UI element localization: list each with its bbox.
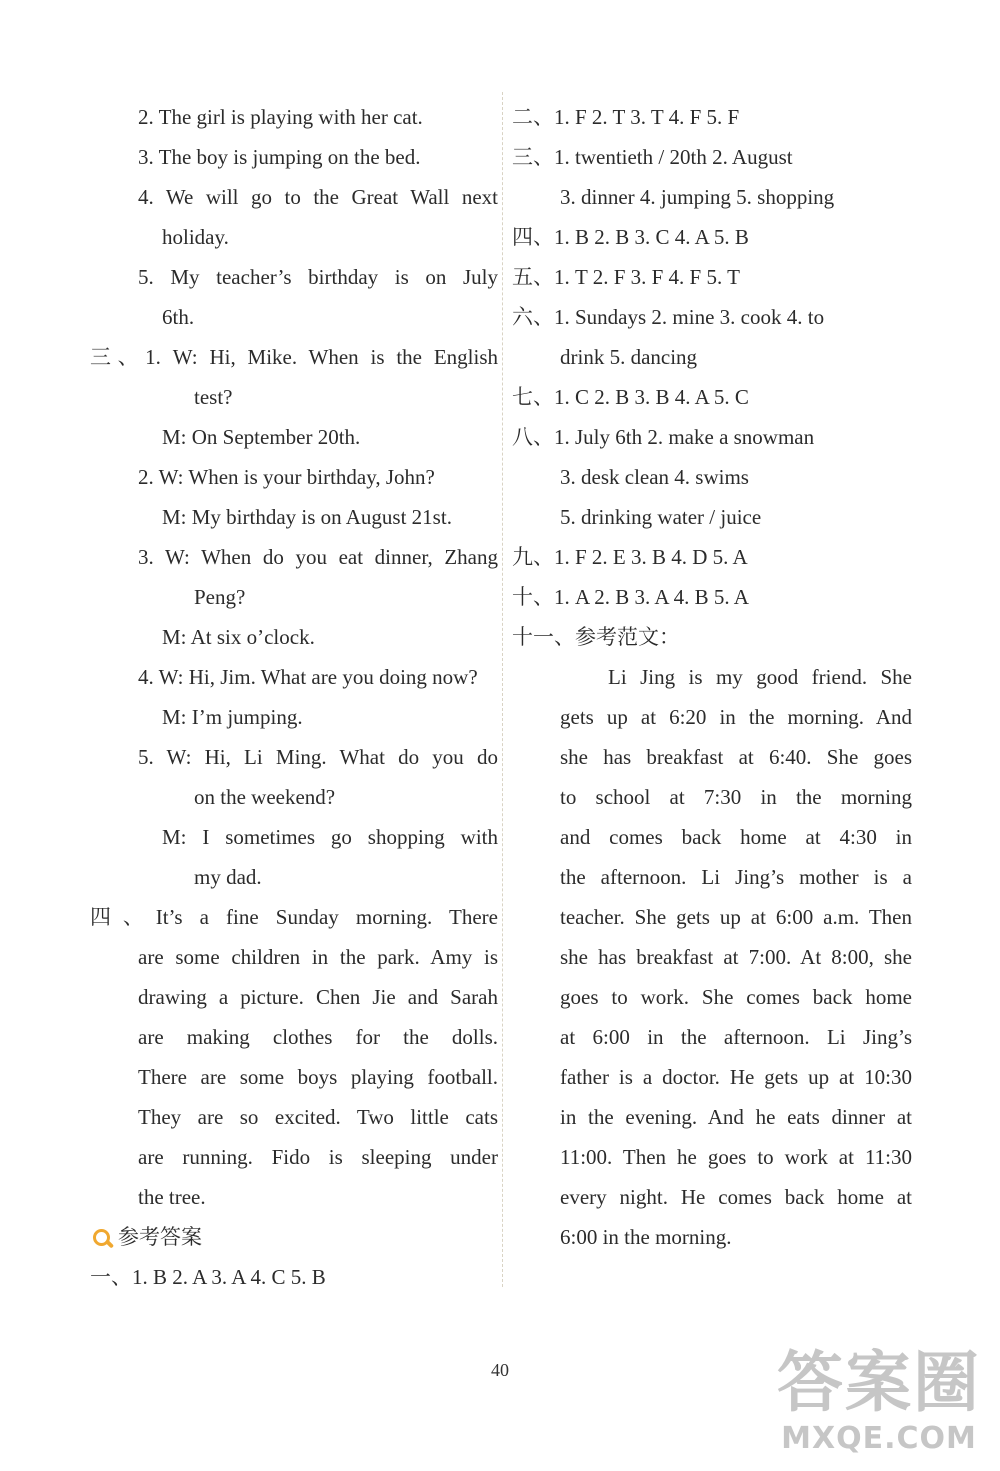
text-line: at 6:00 in the afternoon. Li Jing’s <box>560 1025 912 1049</box>
text-line: 11:00. Then he goes to work at 11:30 <box>560 1145 912 1169</box>
text-line: 4. W: Hi, Jim. What are you doing now? <box>138 665 478 689</box>
text-line: 5. My teacher’s birthday is on July <box>138 265 498 289</box>
watermark-bottom: MXQE.COM <box>781 1421 977 1456</box>
text-line: 2. The girl is playing with her cat. <box>138 105 423 129</box>
text-line: she has breakfast at 7:00. At 8:00, she <box>560 945 912 969</box>
text-line: They are so excited. Two little cats <box>138 1105 498 1129</box>
text-line: 3. W: When do you eat dinner, Zhang <box>138 545 498 569</box>
text-line: 四、It’s a fine Sunday morning. There <box>90 905 498 929</box>
text-line: father is a doctor. He gets up at 10:30 <box>560 1065 912 1089</box>
text-line: 七、1. C 2. B 3. B 4. A 5. C <box>512 385 749 409</box>
text-line: There are some boys playing football. <box>138 1065 498 1089</box>
watermark-top: 答案圈 <box>777 1347 981 1420</box>
text-line: the afternoon. Li Jing’s mother is a <box>560 865 912 889</box>
text-line: 5. W: Hi, Li Ming. What do you do <box>138 745 498 769</box>
watermark-logo <box>774 1347 984 1465</box>
text-line: holiday. <box>162 225 229 249</box>
text-line: my dad. <box>194 865 262 889</box>
text-line: drawing a picture. Chen Jie and Sarah <box>138 985 498 1009</box>
text-line: 十一、参考范文： <box>512 625 680 649</box>
text-line: test? <box>194 385 233 409</box>
column-divider <box>502 92 503 1287</box>
text-line: are some children in the park. Amy is <box>138 945 498 969</box>
text-line: she has breakfast at 6:40. She goes <box>560 745 912 769</box>
text-line: drink 5. dancing <box>560 345 698 369</box>
search-icon <box>90 1225 114 1249</box>
right-column <box>512 97 912 1257</box>
text-line: are making clothes for the dolls. <box>138 1025 498 1049</box>
text-line: 4. We will go to the Great Wall next <box>138 185 498 209</box>
text-line: 5. drinking water / juice <box>560 505 762 529</box>
text-line: Li Jing is my good friend. She <box>608 665 912 689</box>
page-number: 40 <box>491 1360 509 1380</box>
text-line: 八、1. July 6th 2. make a snowman <box>512 425 815 449</box>
answer-key-block <box>90 1217 498 1297</box>
text-line: 六、1. Sundays 2. mine 3. cook 4. to <box>512 305 825 329</box>
answer-heading-text: 参考答案 <box>118 1225 202 1249</box>
text-line: goes to work. She comes back home <box>560 985 912 1009</box>
text-line: M: I’m jumping. <box>162 705 303 729</box>
text-line: 四、1. B 2. B 3. C 4. A 5. B <box>512 225 749 249</box>
text-line: Peng? <box>194 585 246 609</box>
left-column <box>90 97 498 1217</box>
text-line: every night. He comes back home at <box>560 1185 912 1209</box>
text-line: to school at 7:30 in the morning <box>560 785 912 809</box>
answer-heading <box>90 1217 498 1257</box>
text-line: teacher. She gets up at 6:00 a.m. Then <box>560 905 912 929</box>
text-line: are running. Fido is sleeping under <box>138 1145 498 1169</box>
text-line: and comes back home at 4:30 in <box>560 825 912 849</box>
text-line: in the evening. And he eats dinner at <box>560 1105 912 1129</box>
text-line: 五、1. T 2. F 3. F 4. F 5. T <box>512 265 740 289</box>
text-line: gets up at 6:20 in the morning. And <box>560 705 912 729</box>
text-line: 2. W: When is your birthday, John? <box>138 465 435 489</box>
text-line: 6:00 in the morning. <box>560 1225 732 1249</box>
text-line: 3. desk clean 4. swims <box>560 465 749 489</box>
text-line: 3. The boy is jumping on the bed. <box>138 145 421 169</box>
text-line: 6th. <box>162 305 195 329</box>
text-line: the tree. <box>138 1185 206 1209</box>
text-line: 十、1. A 2. B 3. A 4. B 5. A <box>512 585 749 609</box>
text-line: 二、1. F 2. T 3. T 4. F 5. F <box>512 105 740 129</box>
text-line: on the weekend? <box>194 785 336 809</box>
text-line: 三、1. twentieth / 20th 2. August <box>512 145 793 169</box>
text-line: 3. dinner 4. jumping 5. shopping <box>560 185 835 209</box>
text-line: M: My birthday is on August 21st. <box>162 505 452 529</box>
text-line: M: On September 20th. <box>162 425 361 449</box>
text-line: 九、1. F 2. E 3. B 4. D 5. A <box>512 545 748 569</box>
text-line: M: At six o’clock. <box>162 625 315 649</box>
text-line: M: I sometimes go shopping with <box>162 825 498 849</box>
answer-line: 一、1. B 2. A 3. A 4. C 5. B <box>90 1265 326 1289</box>
text-line: 三、1. W: Hi, Mike. When is the English <box>90 345 498 369</box>
